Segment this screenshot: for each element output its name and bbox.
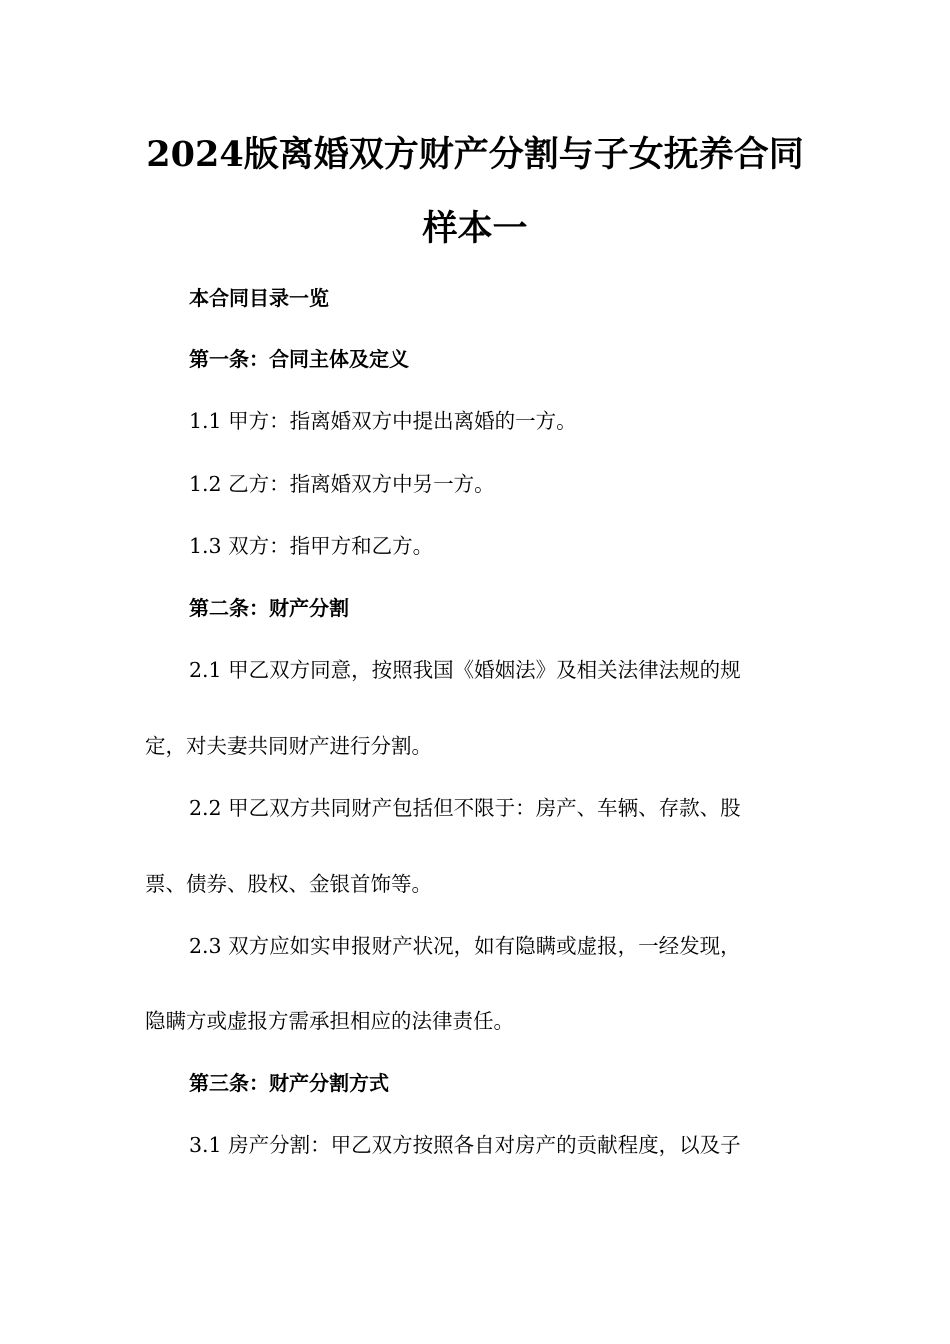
- article2-item-2-2-line2: 票、债券、股权、金银首饰等。: [145, 872, 432, 896]
- article1-heading: 第一条：合同主体及定义: [189, 347, 409, 371]
- article1-item-1-1: 1.1 甲方：指离婚双方中提出离婚的一方。: [189, 409, 577, 433]
- article3-heading: 第三条：财产分割方式: [189, 1071, 389, 1095]
- article1-item-1-3: 1.3 双方：指甲方和乙方。: [189, 534, 434, 558]
- article1-item-1-2: 1.2 乙方：指离婚双方中另一方。: [189, 472, 495, 496]
- document-title: 2024版离婚双方财产分割与子女抚养合同: [146, 134, 804, 175]
- article2-item-2-2-line1: 2.2 甲乙双方共同财产包括但不限于：房产、车辆、存款、股: [189, 796, 741, 820]
- toc-heading: 本合同目录一览: [189, 286, 329, 310]
- article2-item-2-1-line1: 2.1 甲乙双方同意，按照我国《婚姻法》及相关法律法规的规: [189, 658, 741, 682]
- article2-item-2-3-line1: 2.3 双方应如实申报财产状况，如有隐瞒或虚报，一经发现，: [189, 934, 741, 958]
- article2-item-2-1-line2: 定，对夫妻共同财产进行分割。: [145, 734, 432, 758]
- article2-heading: 第二条：财产分割: [189, 596, 349, 620]
- article2-item-2-3-line2: 隐瞒方或虚报方需承担相应的法律责任。: [145, 1009, 514, 1033]
- article3-item-3-1-line1: 3.1 房产分割：甲乙双方按照各自对房产的贡献程度，以及子: [189, 1133, 741, 1157]
- document-subtitle: 样本一: [422, 208, 528, 249]
